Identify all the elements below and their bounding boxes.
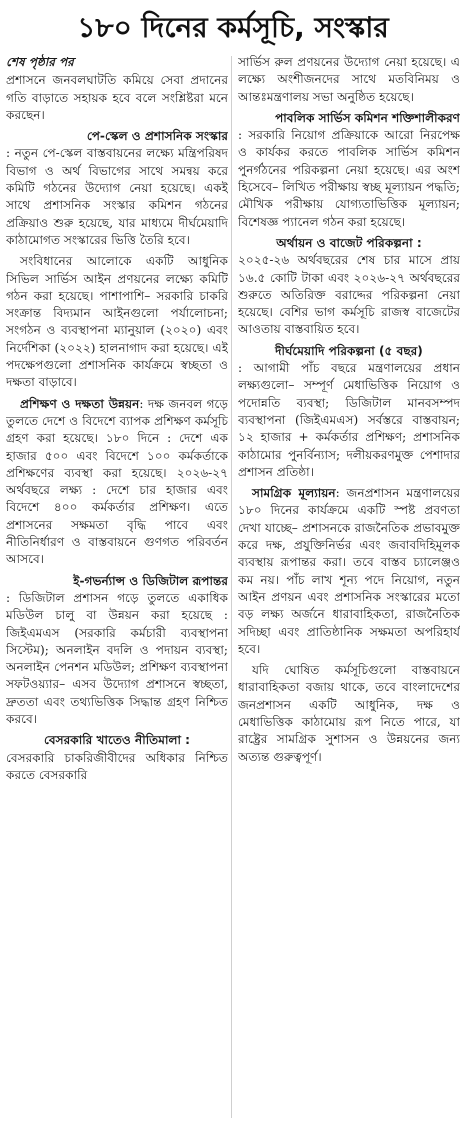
subheading-private-sector: বেসরকারি খাতেও নীতিমালা : [43,733,191,748]
subheading-e-governance: ই-গভর্ন্যান্স ও ডিজিটাল রূপান্তর [73,573,228,588]
article-headline: ১৮০ দিনের কর্মসূচি, সংস্কার [77,11,389,44]
paragraph-private-sector: বেসরকারি চাকরিজীবীদের অধিকার নিশ্চিত করতে বেসরকারি [6,750,228,782]
paragraph-assessment [238,485,460,658]
paragraph-psc: : সরকারি নিয়োগ প্রক্রিয়াকে আরো নিরপেক্ষ ও কার্যকর করতে পাবলিক সার্ভিস কমিশন পুনর্গঠনের পরিকল্পনা নেয়া হয়েছে। এর অংশ হিসেবে– লিখিত পরীক্ষায় স্বচ্ছ মূল্যায়ন পদ্ধতি; মৌখিক পরীক্ষায় যোগ্যতাভিত্তিক মূল্যায়ন; বিশেষজ্ঞ প্যানেল গঠন করা হয়েছে। [238,128,460,229]
subheading-long-term: দীর্ঘমেয়াদি পরিকল্পনা (৫ বছর) [275,343,423,358]
assessment-body: : জনপ্রশাসন মন্ত্রণালয়ের ১৮০ দিনের কার্যক্রমে একটি স্পষ্ট প্রবণতা দেখা যাচ্ছে– প্রশাসনকে রাজনৈতিক প্রভাবমুক্ত করে দক্ষ, প্রযুক্তিনির্ভর এবং জবাবদিহিমূলক ব্যবস্থায় রূপান্তর করা। তবে বাস্তব চ্যালেঞ্জও কম নয়। পাঁচ লাখ শূন্য পদে নিয়োগ, নতুন আইন প্রণয়ন এবং প্রশাসনিক সংস্কারের মতো বড় লক্ষ্য অর্জনে ধারাবাহিকতা, রাজনৈতিক সদিচ্ছা এবং প্রাতিষ্ঠানিক সক্ষমতা অপরিহার্য হবে। [238,486,460,656]
training-body: : দক্ষ জনবল গড়ে তুলতে দেশে ও বিদেশে ব্যাপক প্রশিক্ষণ কর্মসূচি গ্রহণ করা হয়েছে। ১৮০ দিনে : দেশে এক হাজার ৫০০ এবং বিদেশে ১০০ কর্মকর্তাকে প্রশিক্ষণের ব্যবস্থা করা হয়েছে। ২০২৬-২৭ অর্থবছরে লক্ষ্য : দেশে চার হাজার এবং বিদেশে ৪০০ কর্মকর্তার প্রশিক্ষণ। এতে প্রশাসনের সক্ষমতা বৃদ্ধি পাবে এবং নীতিনির্ধারণ ও বাস্তবায়নে গুণগত পরিবর্তন আসবে। [6,396,228,567]
subheading-assessment: সামগ্রিক মূল্যায়ন [252,486,336,501]
article-column-left [6,54,228,1120]
paragraph-long-term: : আগামী পাঁচ বছরে মন্ত্রণালয়ের প্রধান লক্ষ্যগুলো– সম্পূর্ণ মেধাভিত্তিক নিয়োগ ও পদোন্নতি ব্যবস্থা; ডিজিটাল মানবসম্পদ ব্যবস্থাপনা (জিইএমএস) সর্বস্তরে বাস্তবায়ন; ১২ হাজার + কর্মকর্তার প্রশিক্ষণ; প্রশাসনিক কাঠামোর পুনর্বিন্যাস; দলীয়করণমুক্ত পেশাদার প্রশাসন প্রতিষ্ঠা। [238,361,460,479]
continued-from-label: শেষ পৃষ্ঠার পর [6,55,74,69]
paragraph-e-governance: : ডিজিটাল প্রশাসন গড়ে তুলতে একাধিক মডিউল চালু বা উন্নয়ন করা হয়েছে : জিইএমএস (সরকারি কর্মচারী ব্যবস্থাপনা সিস্টেম); অনলাইন বদলি ও পদায়ন ব্যবস্থা; অনলাইন পেনশন মডিউল; প্রশিক্ষণ ব্যবস্থাপনা সফটওয়্যার– এসব উদ্যোগ প্রশাসনে স্বচ্ছতা, দ্রুততা এবং তথ্যভিত্তিক সিদ্ধান্ত গ্রহণ নিশ্চিত করবে। [6,590,228,726]
article-column-right [238,54,460,1120]
paragraph-conclusion: যদি ঘোষিত কর্মসূচিগুলো বাস্তবায়নে ধারাবাহিকতা বজায় থাকে, তবে বাংলাদেশের জনপ্রশাসন একটি আধুনিক, দক্ষ ও মেধাভিত্তিক কাঠামোয় রূপ নিতে পারে, যা রাষ্ট্রের সামগ্রিক সুশাসন ও উন্নয়নের জন্য অত্যন্ত গুরুত্বপূর্ণ। [238,663,460,764]
paragraph-training [6,396,228,569]
paragraph-civil-service-act: সংবিধানের আলোকে একটি আধুনিক সিভিল সার্ভিস আইন প্রণয়নের লক্ষ্যে কমিটি গঠন করা হয়েছে। পাশাপাশি– সরকারি চাকরি সংক্রান্ত বিদ্যমান আইনগুলো পর্যালোচনা; সংগঠন ও ব্যবস্থাপনা ম্যানুয়াল (২০২০) এবং নির্দেশিকা (২০২২) হালনাগাদ করা হয়েছে। এই পদক্ষেপগুলো প্রশাসনিক কার্যক্রমে স্বচ্ছতা ও দক্ষতা বাড়াবে। [6,254,228,390]
paragraph-pay-scale: : নতুন পে-স্কেল বাস্তবায়নের লক্ষ্যে মন্ত্রিপরিষদ বিভাগ ও অর্থ বিভাগের সাথে সমন্বয় করে কমিটি গঠনের উদ্যোগ নেয়া হয়েছে। একই সাথে প্রশাসনিক সংস্কার কমিশন গঠনের প্রক্রিয়াও শুরু হয়েছে, যার মাধ্যমে দীর্ঘমেয়াদি কাঠামোগত সংস্কারের ভিত্তি তৈরি হবে। [6,146,228,247]
subheading-training: প্রশিক্ষণ ও দক্ষতা উন্নয়ন [20,396,140,411]
paragraph-budget: ২০২৫-২৬ অর্থবছরের শেষ চার মাসে প্রায় ১৬.৫ কোটি টাকা এবং ২০২৬-২৭ অর্থবছরের শুরুতে অতিরিক্ত বরাদ্দের পরিকল্পনা নেয়া হয়েছে। বেশির ভাগ কর্মসূচি রাজস্ব বাজেটের আওতায় বাস্তবায়িত হবে। [238,253,460,337]
paragraph-staffing: প্রশাসনে জনবলঘাটতি কমিয়ে সেবা প্রদানের গতি বাড়াতে সহায়ক হবে বলে সংশ্লিষ্টরা মনে করছেন। [6,73,228,122]
subheading-pay-scale: পে-স্কেল ও প্রশাসনিক সংস্কার [86,129,228,144]
subheading-budget: অর্থায়ন ও বাজেট পরিকল্পনা : [276,235,422,250]
subheading-psc: পাবলিক সার্ভিস কমিশন শক্তিশালীকরণ [275,110,460,125]
paragraph-service-rules: সার্ভিস রুল প্রণয়নের উদ্যোগ নেয়া হয়েছে। এ লক্ষ্যে অংশীজনদের সাথে মতবিনিময় ও আন্তঃমন্ত্রণালয় সভা অনুষ্ঠিত হয়েছে। [238,55,460,104]
column-divider [231,56,232,1118]
